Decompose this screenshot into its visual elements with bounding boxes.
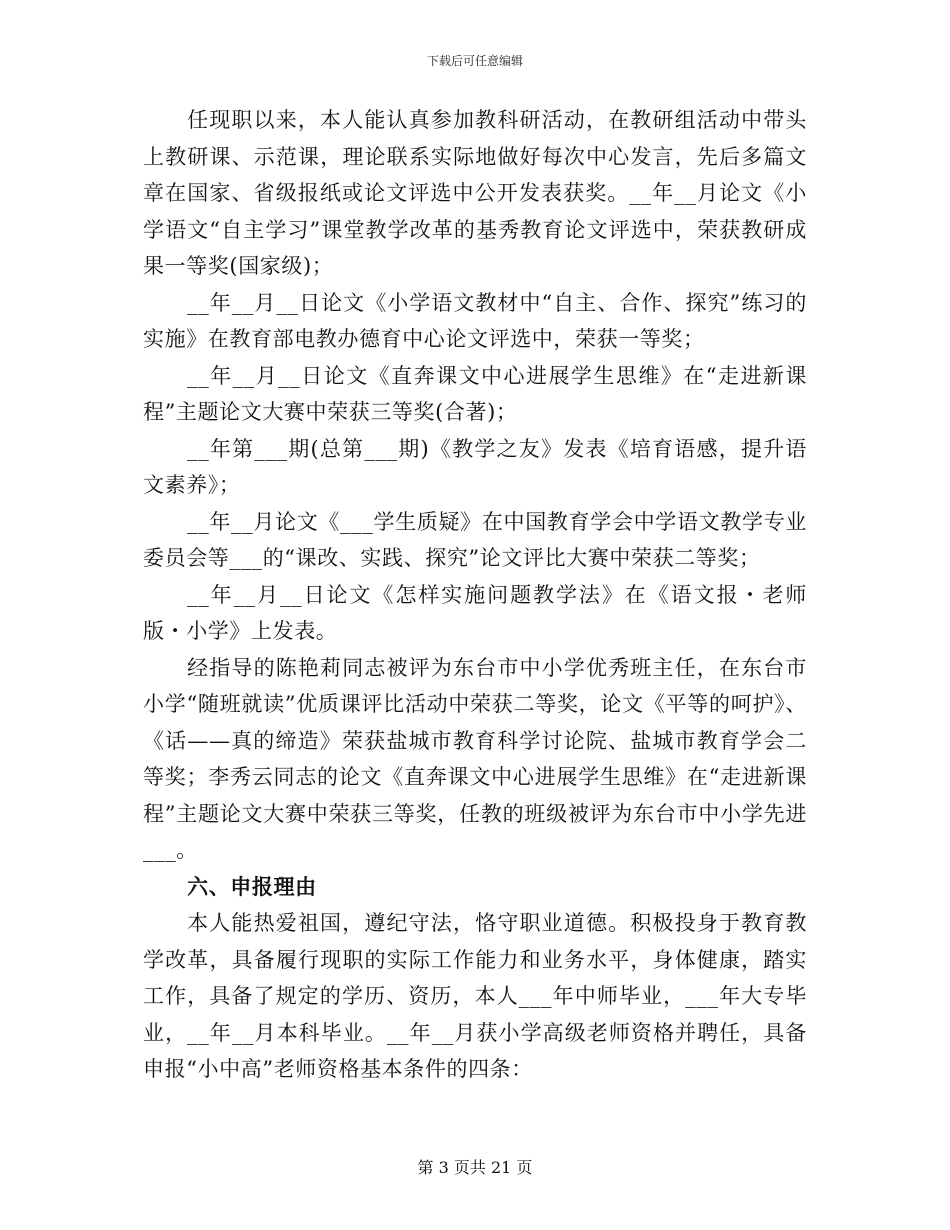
document-body: [143, 102, 807, 1088]
paragraph-award-new-curriculum: __年__月__日论文《直奔课文中心进展学生思维》在“走进新课程”主题论文大赛中荣获三等奖(合著)；: [143, 363, 807, 424]
paragraph-mentoring-results: 经指导的陈艳莉同志被评为东台市中小学优秀班主任，在东台市小学“随班就读”优质课评比活动中荣获二等奖，论文《平等的呵护》、《话——真的缔造》荣获盐城市教育科学讨论院、盐城市教育学会二等奖；李秀云同志的论文《直奔课文中心进展学生思维》在“走进新课程”主题论文大赛中荣获三等奖，任教的班级被评为东台市中小学先进___。: [143, 655, 807, 862]
header-note: 下载后可任意编辑: [426, 54, 523, 68]
paragraph-publication-teaching-friend: __年第___期(总第___期)《教学之友》发表《培育语感，提升语文素养》；: [143, 436, 807, 497]
paragraph-award-student-questioning: __年__月论文《___学生质疑》在中国教育学会中学语文教学专业委员会等___的“课改、实践、探究”论文评比大赛中荣获二等奖；: [143, 509, 807, 570]
paragraph-research-activities: 任现职以来，本人能认真参加教科研活动，在教研组活动中带头上教研课、示范课，理论联系实际地做好每次中心发言，先后多篇文章在国家、省级报纸或论文评选中公开发表获奖。__年__月论文《小学语文“自主学习”课堂教学改革的基秀教育论文评选中，荣获教研成果一等奖(国家级)；: [143, 108, 807, 278]
page-number: 第 3 页共 21 页: [417, 1158, 533, 1177]
paragraph-application-reasons: 本人能热爱祖国，遵纪守法，恪守职业道德。积极投身于教育教学改革，具备履行现职的实际工作能力和业务水平，身体健康，踏实工作，具备了规定的学历、资历，本人___年中师毕业，___年大专毕业，__年__月本科毕业。__年__月获小学高级老师资格并聘任，具备申报“小中高”老师资格基本条件的四条：: [143, 911, 807, 1081]
paragraph-award-textbook-practice: __年__月__日论文《小学语文教材中“自主、合作、探究”练习的实施》在教育部电教办德育中心论文评选中，荣获一等奖；: [143, 290, 807, 351]
paragraph-publication-problem-teaching: __年__月__日论文《怎样实施问题教学法》在《语文报・老师版・小学》上发表。: [143, 582, 807, 643]
section-heading: 六、申报理由: [187, 873, 317, 899]
